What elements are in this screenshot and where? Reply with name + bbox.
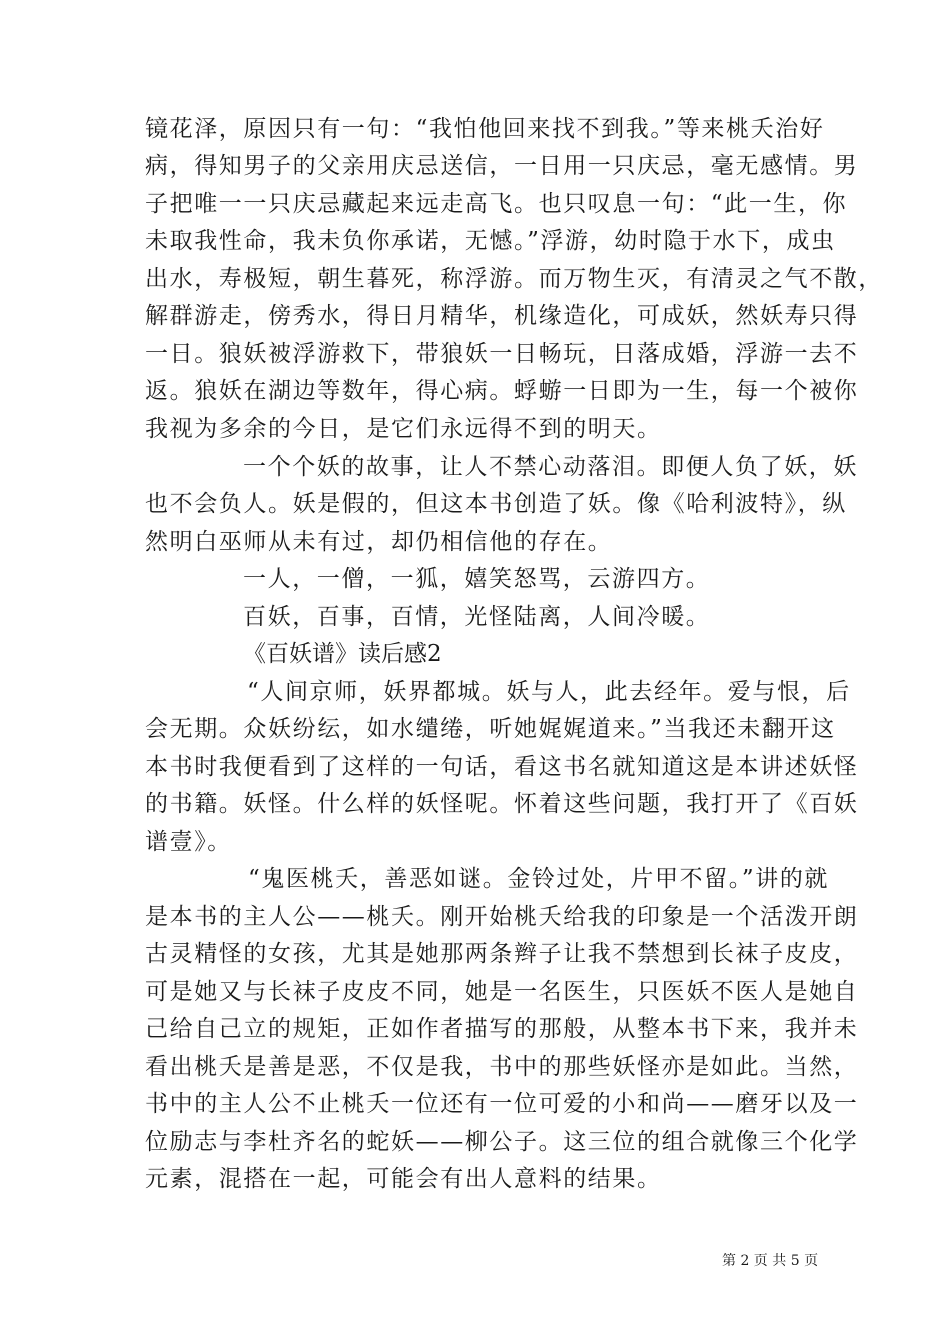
text-line: 古灵精怪的女孩，尤其是她那两条辫子让我不禁想到长袜子皮皮， [145, 941, 859, 967]
text-line: 会无期。众妖纷纭，如水缱绻，听她娓娓道来。”当我还未翻开这 [145, 716, 836, 742]
paragraph-start-line: 一个个妖的故事，让人不禁心动落泪。即便人负了妖，妖 [243, 454, 858, 480]
text-line: 一日。狼妖被浮游救下，带狼妖一日畅玩，日落成婚，浮游一去不 [145, 341, 859, 367]
paragraph-start-line: “鬼医桃夭，善恶如谜。金铃过处，片甲不留。”讲的就 [248, 866, 830, 892]
text-line: 解群游走，傍秀水，得日月精华，机缘造化，可成妖，然妖寿只得 [145, 303, 859, 329]
text-line: 是本书的主人公——桃夭。刚开始桃夭给我的印象是一个活泼开朗 [145, 904, 859, 930]
text-line: 元素，混搭在一起，可能会有出人意料的结果。 [145, 1166, 662, 1192]
text-line: 子把唯一一只庆忌藏起来远走高飞。也只叹息一句：“此一生，你 [145, 191, 848, 217]
text-line: 返。狼妖在湖边等数年，得心病。蜉蝣一日即为一生，每一个被你 [145, 378, 859, 404]
text-line: 己给自己立的规矩，正如作者描写的那般，从整本书下来，我并未 [145, 1016, 859, 1042]
text-line: 位励志与李杜齐名的蛇妖——柳公子。这三位的组合就像三个化学 [145, 1129, 859, 1155]
paragraph-start-line: “人间京师，妖界都城。妖与人，此去经年。爱与恨，后 [247, 679, 851, 705]
section-title: 《百妖谱》读后感2 [243, 641, 442, 667]
verse-line: 一人，一僧，一狐，嬉笑怒骂，云游四方。 [243, 566, 711, 592]
text-line: 出水，寿极短，朝生暮死，称浮游。而万物生灭，有清灵之气不散， [145, 266, 883, 292]
text-line: 书中的主人公不止桃夭一位还有一位可爱的小和尚——磨牙以及一 [145, 1091, 859, 1117]
text-line: 病，得知男子的父亲用庆忌送信，一日用一只庆忌，毫无感情。男 [145, 153, 859, 179]
text-line: 镜花泽，原因只有一句：“我怕他回来找不到我。”等来桃夭治好 [145, 116, 825, 142]
text-line: 我视为多余的今日，是它们永远得不到的明天。 [145, 416, 662, 442]
verse-line: 百妖，百事，百情，光怪陆离，人间冷暖。 [243, 604, 711, 630]
page-number-footer: 第 2 页 共 5 页 [722, 1253, 819, 1269]
text-line: 未取我性命，我未负你承诺，无憾。”浮游，幼时隐于水下，成虫 [145, 228, 836, 254]
text-line: 也不会负人。妖是假的，但这本书创造了妖。像《哈利波特》，纵 [145, 491, 847, 517]
text-line: 看出桃夭是善是恶，不仅是我，书中的那些妖怪亦是如此。当然， [145, 1054, 859, 1080]
text-line: 然明白巫师从未有过，却仍相信他的存在。 [145, 529, 613, 555]
text-line: 谱壹》。 [145, 829, 232, 855]
text-line: 可是她又与长袜子皮皮不同，她是一名医生，只医妖不医人是她自 [145, 979, 859, 1005]
text-line: 的书籍。妖怪。什么样的妖怪呢。怀着这些问题，我打开了《百妖 [145, 791, 859, 817]
text-line: 本书时我便看到了这样的一句话，看这书名就知道这是本讲述妖怪 [145, 754, 859, 780]
